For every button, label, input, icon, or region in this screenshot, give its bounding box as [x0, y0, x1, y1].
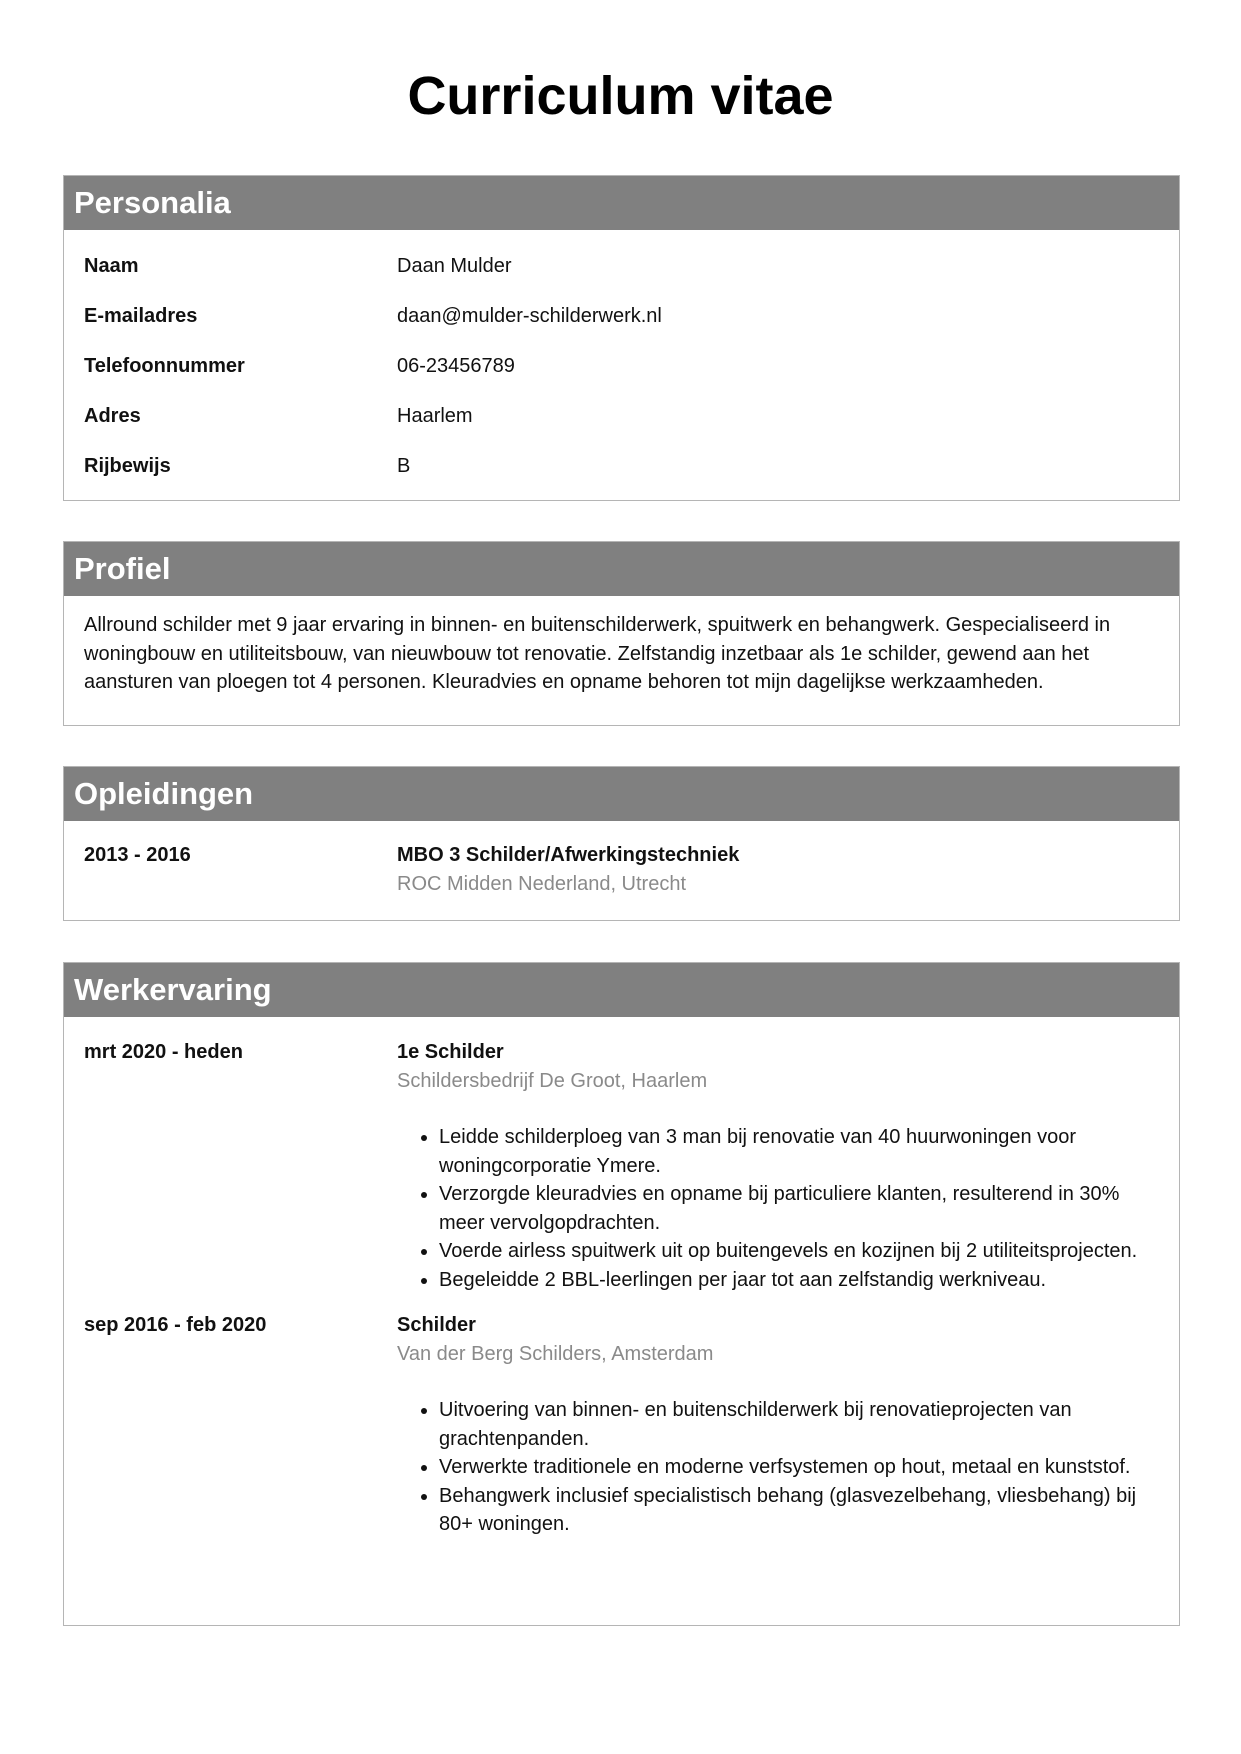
- education-period: 2013 - 2016: [84, 844, 191, 866]
- profiel-heading: Profiel: [64, 542, 1179, 596]
- email-label: E-mailadres: [84, 304, 198, 327]
- education-title: MBO 3 Schilder/Afwerkingstechniek: [397, 844, 740, 866]
- phone-label: Telefoonnummer: [84, 354, 245, 377]
- job-period: mrt 2020 - heden: [84, 1041, 243, 1063]
- profiel-text: Allround schilder met 9 jaar ervaring in binnen- en buitenschilderwerk, spuitwerk en behangwerk. Gespecialiseerd in woningbouw en utiliteitsbouw, van nieuwbouw tot renovatie. Zelfstandig inzetbaar als 1e schilder, gewend aan het aansturen van ploegen tot 4 personen. Kleuradvies en opname behoren tot mijn dagelijkse werkzaamheden.: [84, 614, 1111, 693]
- personalia-row-phone: [84, 341, 1159, 391]
- personalia-row-name: [84, 241, 1159, 291]
- address-value: Haarlem: [397, 404, 473, 427]
- email-value: daan@mulder-schilderwerk.nl: [397, 304, 662, 327]
- job-entry: [84, 1311, 1159, 1539]
- job-bullets: [397, 1123, 1159, 1294]
- job-details: [397, 1038, 1159, 1294]
- education-details: [397, 841, 1159, 898]
- job-bullet: • Verzorgde kleuradvies en opname bij particuliere klanten, resulterend in 30% meer vervolgopdrachten.: [439, 1180, 1159, 1237]
- job-bullet: • Verwerkte traditionele en moderne verfsystemen op hout, metaal en kunststof.: [439, 1453, 1159, 1482]
- phone-value: 06-23456789: [397, 354, 515, 377]
- job-title: 1e Schilder: [397, 1041, 504, 1063]
- license-value: B: [397, 454, 411, 477]
- job-details: [397, 1311, 1159, 1539]
- opleidingen-section: [63, 766, 1180, 921]
- address-label: Adres: [84, 404, 141, 427]
- personalia-section: [63, 175, 1180, 501]
- job-bullet: • Voerde airless spuitwerk uit op buitengevels en kozijnen bij 2 utiliteitsprojecten.: [439, 1237, 1159, 1266]
- werkervaring-body: [64, 1017, 1179, 1557]
- opleidingen-body: [64, 821, 1179, 916]
- job-bullets: [397, 1396, 1159, 1539]
- job-company: Schildersbedrijf De Groot, Haarlem: [397, 1069, 708, 1092]
- education-institution: ROC Midden Nederland, Utrecht: [397, 872, 687, 895]
- job-period: sep 2016 - feb 2020: [84, 1314, 267, 1336]
- job-bullet: • Begeleidde 2 BBL-leerlingen per jaar tot aan zelfstandig werkniveau.: [439, 1266, 1159, 1295]
- name-value: Daan Mulder: [397, 254, 512, 277]
- werkervaring-heading: Werkervaring: [64, 963, 1179, 1017]
- job-company: Van der Berg Schilders, Amsterdam: [397, 1342, 714, 1365]
- education-entry: [84, 841, 1159, 898]
- page-title: Curriculum vitae: [407, 66, 834, 126]
- opleidingen-heading: Opleidingen: [64, 767, 1179, 821]
- profiel-body: [64, 596, 1179, 715]
- job-bullet: • Leidde schilderploeg van 3 man bij renovatie van 40 huurwoningen voor woningcorporatie Ymere.: [439, 1123, 1159, 1180]
- personalia-row-email: [84, 291, 1159, 341]
- werkervaring-section: [63, 962, 1180, 1626]
- name-label: Naam: [84, 254, 139, 277]
- job-bullet: • Uitvoering van binnen- en buitenschilderwerk bij renovatieprojecten van grachtenpanden.: [439, 1396, 1159, 1453]
- job-bullet: • Behangwerk inclusief specialistisch behang (glasvezelbehang, vliesbehang) bij 80+ woningen.: [439, 1482, 1159, 1539]
- license-label: Rijbewijs: [84, 454, 171, 477]
- personalia-body: [64, 230, 1179, 509]
- personalia-heading: Personalia: [64, 176, 1179, 230]
- profiel-section: [63, 541, 1180, 726]
- personalia-row-license: [84, 441, 1159, 491]
- job-title: Schilder: [397, 1314, 476, 1336]
- job-entry: [84, 1038, 1159, 1294]
- personalia-row-address: [84, 391, 1159, 441]
